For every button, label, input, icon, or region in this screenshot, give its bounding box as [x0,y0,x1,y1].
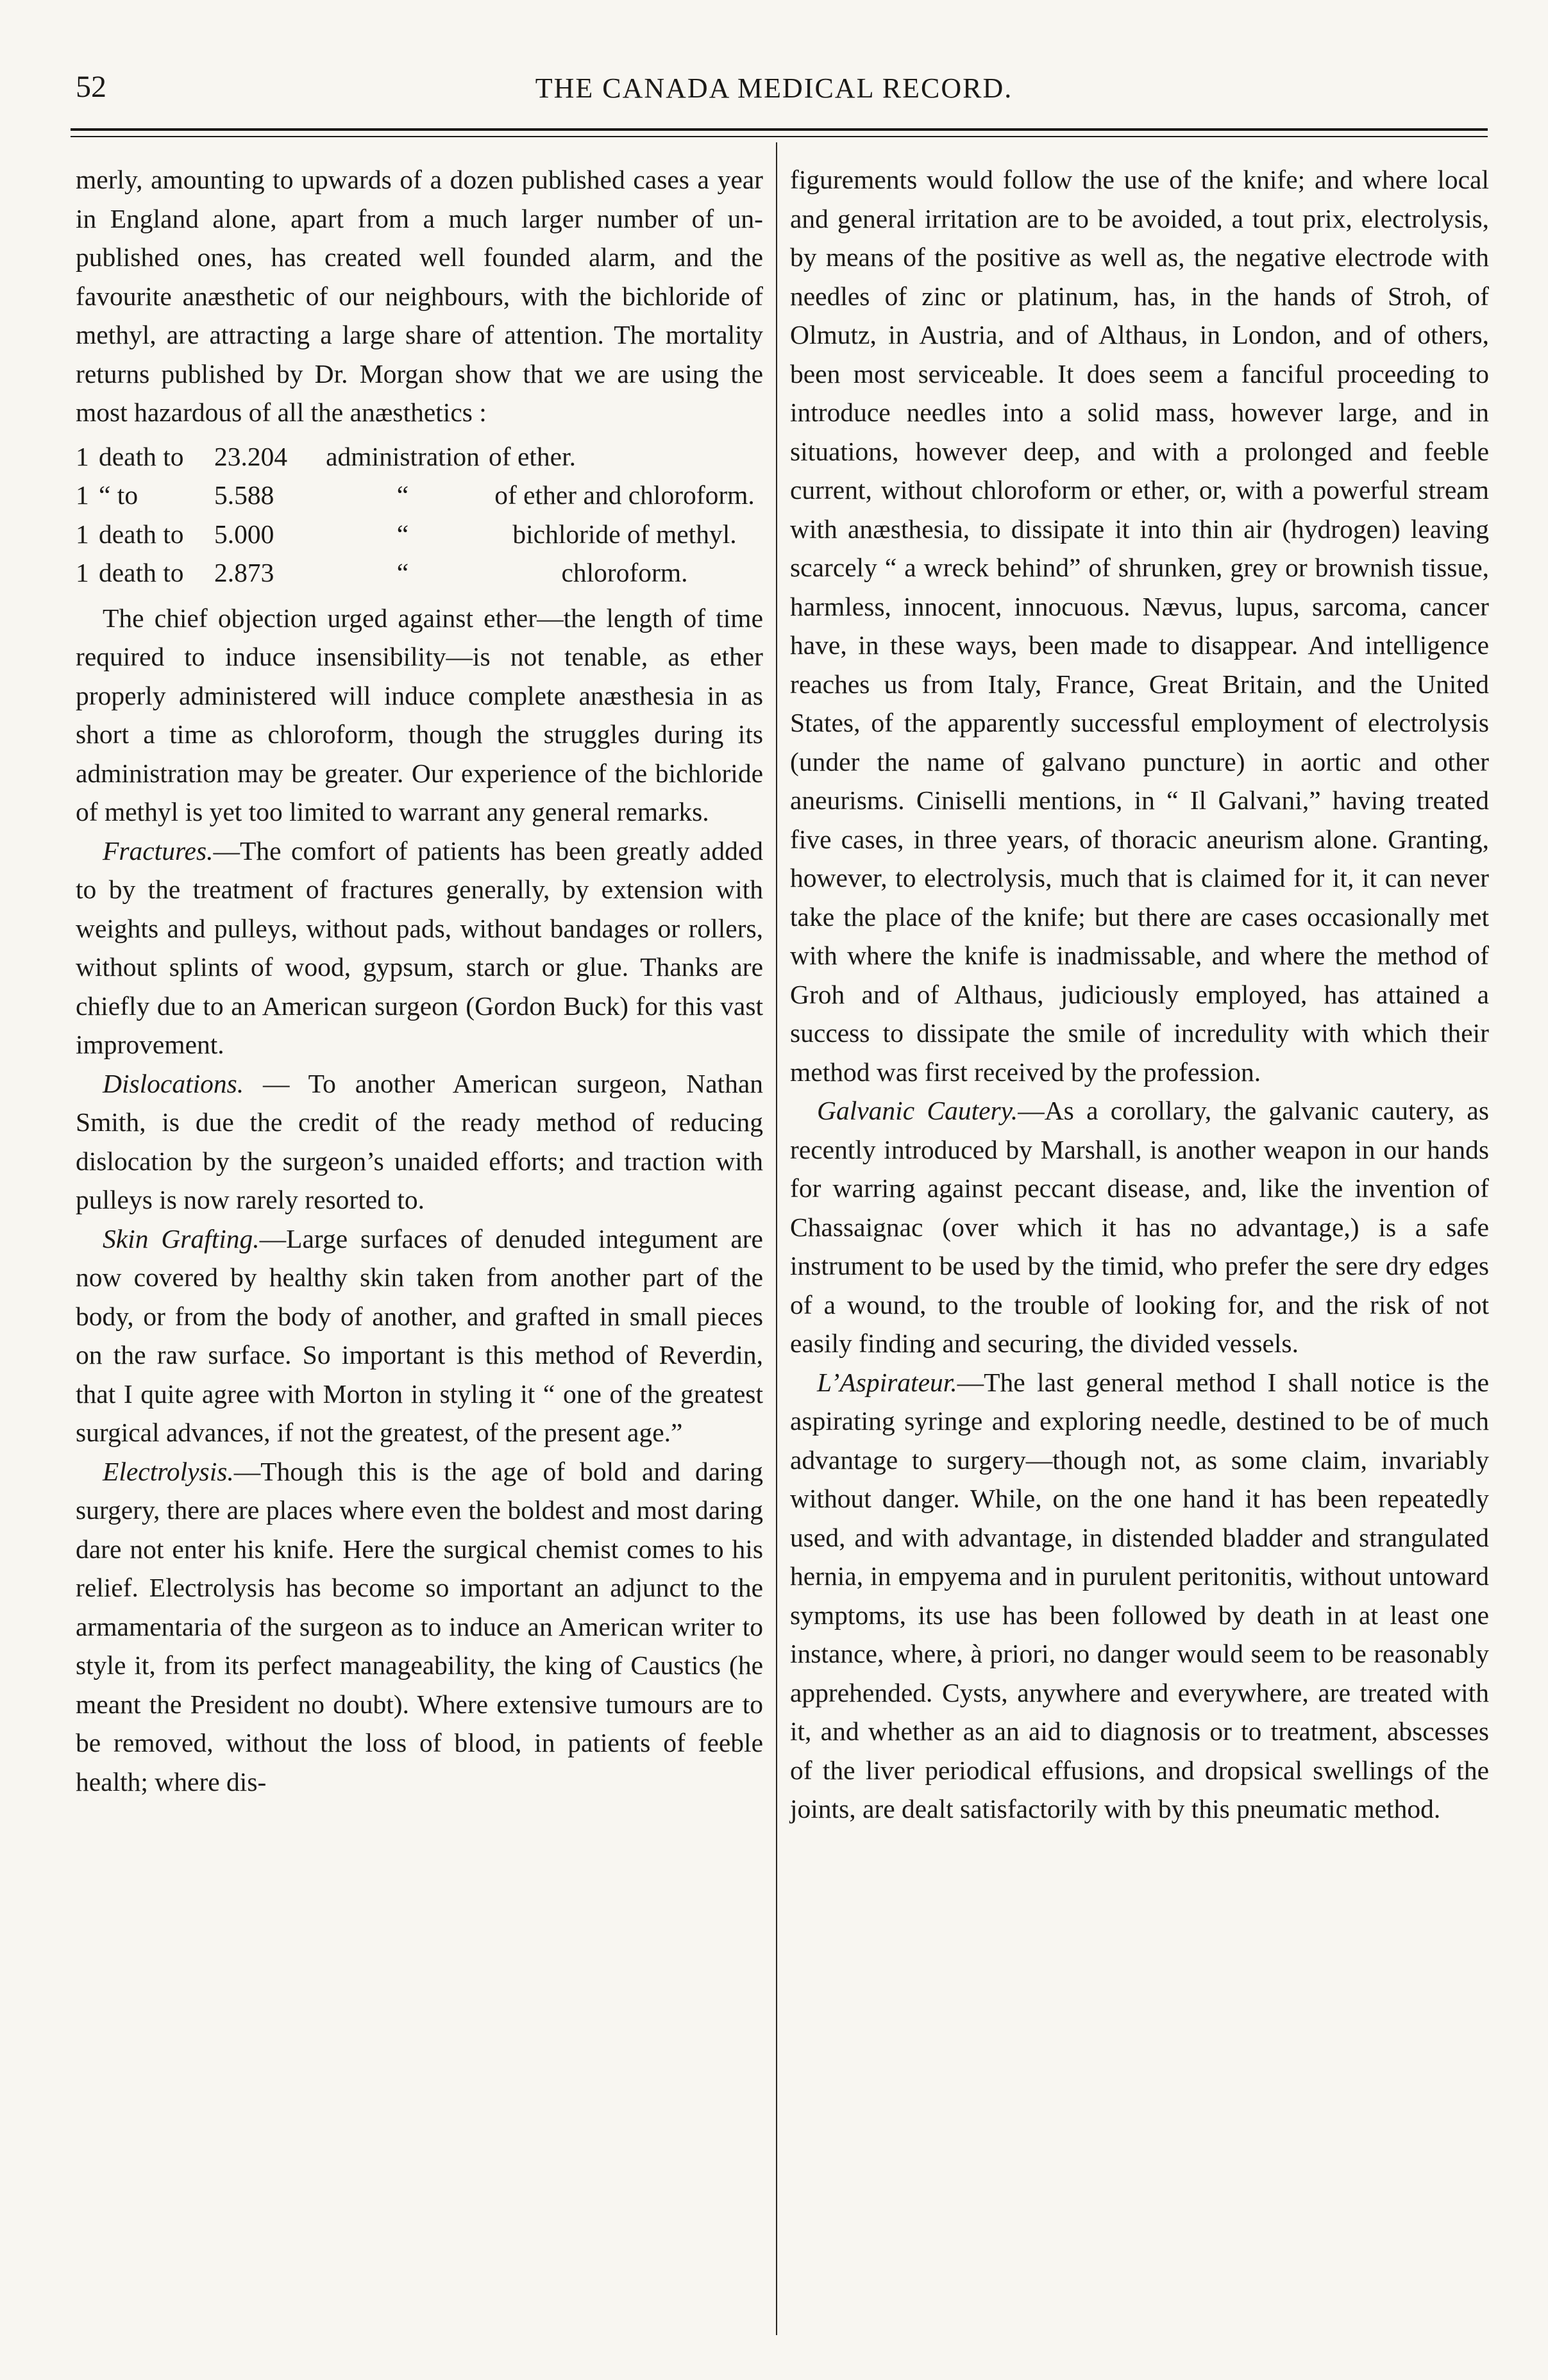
skin-grafting-section [76,1219,763,1452]
mortality-row [76,553,763,592]
mortality-row [76,515,763,554]
aspirateur-text: —The last general method I shall notice is the aspirating syringe and exploring needle, destined to be of much advantage to surgery—though not, as some claim, invariably without danger. While, on the one hand it has been repeatedly used, and with advantage, in distended bladder and strangulated hernia, in empyema and in purulent peritonitis, without untoward symptoms, its use has been followed by death in at least one instance, where, à priori, no danger would seem to be reasonably apprehended. Cysts, anywhere and everywhere, are treated with it, and whether as an aid to diagnosis or to treatment, abscesses of the liver periodical effusions, and dropsical swellings of the joints, are dealt satisfactorily with by this pneumatic method. [790,1367,1489,1823]
row-value: 23.204 [214,441,288,471]
ether-paragraph: The chief objection urged against ether—the length of time required to induce insensibility—is not tenable, as ether properly administered will induce complete anæsthesia in as short a time as chloroform, though the struggles during its administration may be greater. Our experience of the bichloride of methyl is yet too limited to warrant any general remarks. [76,603,763,826]
skin-grafting-heading: Skin Grafting. [103,1223,260,1253]
fractures-text: —The comfort of patients has been greatly added to by the treatment of fractures generally, by extension with weights and pulleys, without pads, without bandages or rollers, without splints of wood, gypsum, starch or glue. Thanks are chiefly due to an American surgeon (Gordon Buck) for this vast improvement. [76,835,763,1059]
mortality-row [76,437,763,476]
fractures-heading: Fractures. [103,835,214,866]
aspirateur-section [790,1363,1489,1829]
electrolysis-text: —Though this is the age of bold and daring surgery, there are places where even the boldest and most daring dare not enter his knife. Here the surgical chemist comes to his relief. Electrolysis has become so important an adjunct to the armamentaria of the surgeon as to induce an American writer to style it, from its perfect manageability, the king of Caustics (he meant the President no doubt). Where extensive tumours are to be removed, without the loss of blood, in patients of feeble health; where dis- [76,1456,763,1797]
row-number: 1 [76,519,89,549]
row-label: death to [99,519,184,549]
left-column [76,160,763,1801]
running-head: THE CANADA MEDICAL RECORD. [535,72,1013,104]
header-rule [71,128,1488,131]
electrolysis-section [76,1452,763,1802]
row-agent: bichloride of methyl. [512,519,737,549]
row-ditto: “ [396,558,409,587]
header-rule-thin [71,136,1488,137]
row-number: 1 [76,558,89,587]
row-number: 1 [76,480,89,510]
dislocations-heading: Dislocations. [103,1068,244,1098]
dislocations-text: — To another American surgeon, Nathan Smith, is due the credit of the ready method of reducing dislocation by the surgeon’s unaided efforts; and traction with pulleys is now rarely resorted to. [76,1068,763,1214]
row-value: 5.000 [214,519,274,549]
row-agent: of ether. [489,441,576,471]
right-column [790,160,1489,1829]
row-ditto: “ [396,519,409,549]
row-label: “ to [99,480,139,510]
galvanic-cautery-section [790,1091,1489,1363]
skin-grafting-text: —Large surfaces of denuded integument are now covered by healthy skin taken from another part of the body, or from the body of another, and grafted in small pieces on the raw surface. So important is this method of Reverdin, that I quite agree with Morton in styling it “ one of the greatest surgical advances, if not the greatest, of the present age.” [76,1223,763,1447]
column-divider [776,142,777,2335]
mortality-row [76,476,763,515]
row-label: death to [99,441,184,471]
galvanic-cautery-text: —As a corollary, the galvanic cautery, as recently introduced by Marshall, is another weapon in our hands for warring against peccant disease, and, like the invention of Chassaignac (over which it has no advantage,) is a safe instrument to be used by the timid, who prefer the sere dry edges of a wound, to the trouble of looking for, and the risk of not easily finding and securing, the divided vessels. [790,1096,1489,1358]
dislocations-section [76,1064,763,1219]
fractures-section [76,832,763,1064]
galvanic-cautery-heading: Galvanic Cautery. [817,1096,1018,1125]
electrolysis-continued: figurements would follow the use of the knife; and where local and general irritation are to be avoided, a tout prix, electrolysis, by means of the positive as well as, the negative electrode with needles of zinc or platinum, has, in the hands of Stroh, of Olmutz, in Austria, and of Althaus, in London, and of others, been most serviceable. It does seem a fanciful proceeding to introduce needles into a solid mass, however large, and in situations, however deep, and with a prolonged and feeble current, without chloroform or ether, or, with a powerful stream with anæsthesia, to dissipate it into thin air (hydrogen) leaving scarcely “ a wreck behind” of shrunken, grey or brownish tissue, harmless, innocent, innocuous. Nævus, lupus, sarcoma, cancer have, in these ways, been made to disappear. And intelligence reaches us from Italy, France, Great Britain, and the United States, of the apparently successful employment of electrolysis (under the name of galvano puncture) in aortic and other aneurisms. Ciniselli mentions, in “ Il Galvani,” having treated five cases, in three years, of thoracic aneurism alone. Granting, however, to electrolysis, much that is claimed for it, it can never take the place of the knife; but there are cases occasionally met with where the knife is inadmissable, and where the method of Groh and of Althaus, judiciously employed, has attained a success to dissipate the smile of incredulity with which their method was first received by the profession. [790,165,1489,1087]
page-number: 52 [76,70,106,104]
electrolysis-heading: Electrolysis. [103,1456,234,1486]
row-ditto: administration [326,441,480,471]
intro-paragraph: merly, amounting to upwards of a dozen published cases a year in England alone, apart from a much larger number of un-published ones, has created well founded alarm, and the favourite anæsthetic of our neighbours, with the bichloride of methyl, are attracting a large share of attention. The mortality returns published by Dr. Morgan show that we are using the most hazardous of all the anæsthetics : [76,165,763,427]
row-label: death to [99,558,184,587]
row-agent: of ether and chloroform. [494,480,755,510]
mortality-table [76,437,763,592]
row-ditto: “ [396,480,409,510]
row-value: 2.873 [214,558,274,587]
row-value: 5.588 [214,480,274,510]
row-number: 1 [76,441,89,471]
row-agent: chloroform. [561,558,688,587]
aspirateur-heading: L’Aspirateur. [817,1367,957,1397]
